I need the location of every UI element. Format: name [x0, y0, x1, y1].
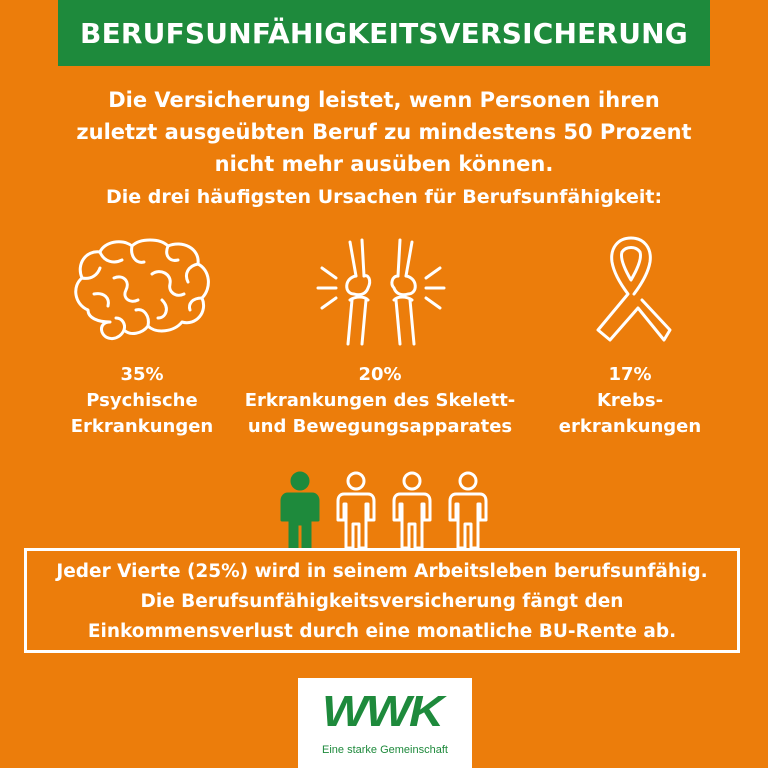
- cancer-ribbon-icon: [588, 234, 674, 344]
- person-icon: [338, 473, 374, 548]
- intro-text: [40, 84, 728, 180]
- cause-psychisch: [38, 362, 246, 440]
- intro-line-2: zuletzt ausgeübten Beruf zu mindestens 50 Prozent: [76, 120, 692, 144]
- summary-box: [24, 548, 740, 653]
- cause-label-line-2: erkrankungen: [558, 416, 702, 437]
- cause-krebs: [550, 362, 710, 440]
- intro-line-3: nicht mehr ausüben können.: [214, 152, 554, 176]
- logo-wordmark: WWK: [322, 687, 442, 736]
- cause-label-line-2: Erkrankungen: [70, 416, 214, 437]
- causes-heading: Die drei häufigsten Ursachen für Berufsunfähigkeit:: [105, 186, 663, 208]
- people-icon-row: [278, 470, 490, 550]
- cause-label-line-1: Psychische: [86, 390, 198, 411]
- person-icon: [394, 473, 430, 548]
- page-title: BERUFSUNFÄHIGKEITSVERSICHERUNG: [80, 16, 688, 50]
- cause-percent: 17%: [608, 364, 652, 385]
- logo-tagline: Eine starke Gemeinschaft: [322, 744, 448, 756]
- intro-line-1: Die Versicherung leistet, wenn Personen ihren: [108, 88, 660, 112]
- summary-line-1: Jeder Vierte (25%) wird in seinem Arbeitsleben berufsunfähig.: [56, 561, 708, 582]
- person-icon-highlighted: [282, 473, 318, 548]
- cause-label-line-2: und Bewegungsapparates: [247, 416, 513, 437]
- brain-icon: [70, 238, 212, 344]
- cause-label-line-1: Krebs-: [596, 390, 664, 411]
- summary-line-3: Einkommensverlust durch eine monatliche BU-Rente ab.: [87, 621, 677, 642]
- cause-percent: 35%: [120, 364, 164, 385]
- person-icon: [450, 473, 486, 548]
- cause-skelett: [230, 362, 530, 440]
- summary-line-2: Die Berufsunfähigkeitsversicherung fängt den: [140, 591, 624, 612]
- cause-label-line-1: Erkrankungen des Skelett-: [244, 390, 516, 411]
- cause-percent: 20%: [358, 364, 402, 385]
- knee-joint-icon: [316, 238, 446, 346]
- title-banner: [58, 0, 710, 66]
- wwk-logo: [298, 678, 472, 768]
